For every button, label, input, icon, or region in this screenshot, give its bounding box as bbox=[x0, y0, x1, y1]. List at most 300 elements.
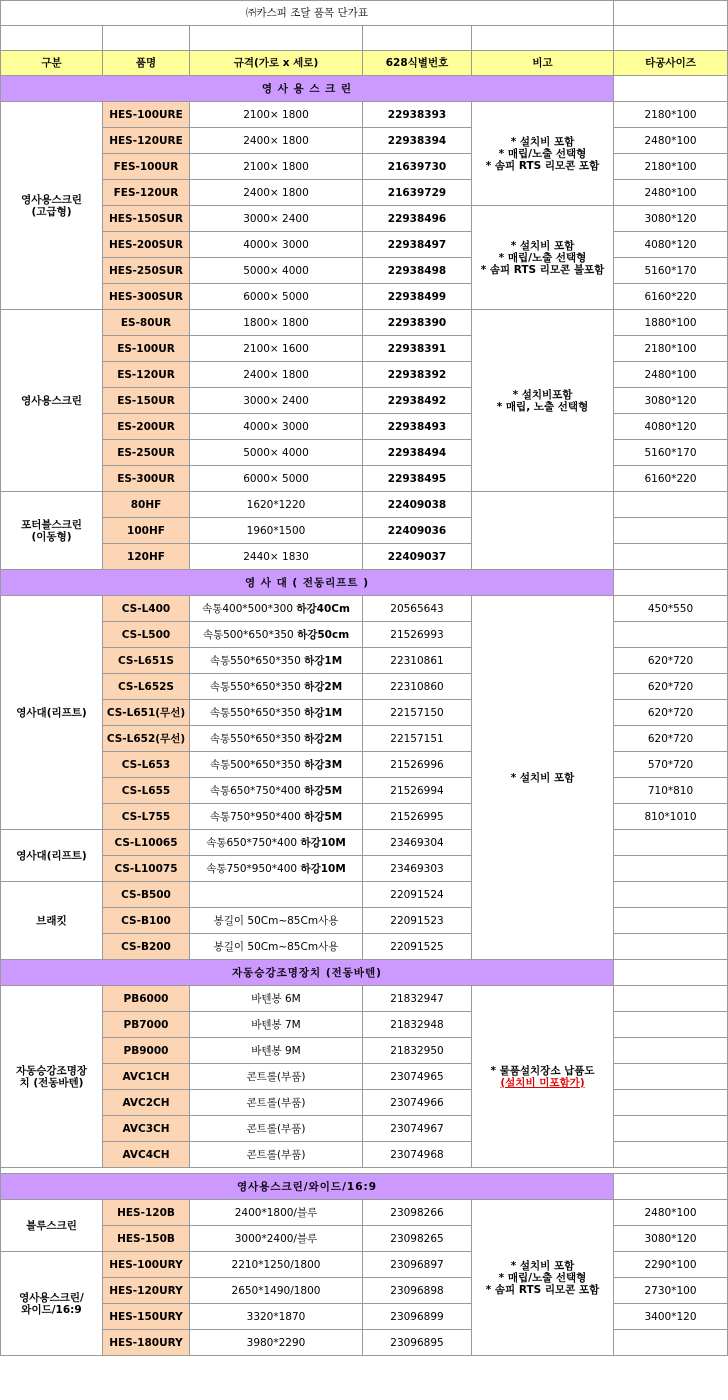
table-row bbox=[1, 518, 728, 544]
section-title: 자동승강조명장치 (전동바텐) bbox=[1, 960, 614, 986]
hole-size: 4080*120 bbox=[614, 414, 728, 440]
category-cell: 브래킷 bbox=[1, 882, 103, 960]
identification-code: 22409037 bbox=[363, 544, 472, 570]
table-row bbox=[1, 258, 728, 284]
identification-code: 22938498 bbox=[363, 258, 472, 284]
spec-cell bbox=[190, 1330, 363, 1356]
hole-size: 620*720 bbox=[614, 648, 728, 674]
product-name: PB7000 bbox=[103, 1012, 190, 1038]
product-name: HES-300SUR bbox=[103, 284, 190, 310]
table-row bbox=[1, 856, 728, 882]
hole-size: 810*1010 bbox=[614, 804, 728, 830]
spec-size: 5000× 4000 bbox=[243, 446, 309, 459]
spec-cell bbox=[190, 1252, 363, 1278]
hole-size bbox=[614, 1142, 728, 1168]
spec-cell bbox=[190, 986, 363, 1012]
identification-code: 22938495 bbox=[363, 466, 472, 492]
spec-size: 속통500*650*350 bbox=[202, 628, 294, 641]
identification-code: 23098265 bbox=[363, 1226, 472, 1252]
spec-size: 바텐봉 9M bbox=[251, 1044, 301, 1057]
identification-code: 22091523 bbox=[363, 908, 472, 934]
identification-code: 22938493 bbox=[363, 414, 472, 440]
hole-size: 620*720 bbox=[614, 726, 728, 752]
identification-code: 23074967 bbox=[363, 1116, 472, 1142]
hole-size: 2480*100 bbox=[614, 1200, 728, 1226]
identification-code: 21526996 bbox=[363, 752, 472, 778]
spec-cell bbox=[190, 726, 363, 752]
spec-size: 1800× 1800 bbox=[243, 316, 309, 329]
spec-size: 속통750*950*400 bbox=[209, 810, 301, 823]
spec-cell bbox=[190, 1304, 363, 1330]
category-cell: 영사용스크린 bbox=[1, 310, 103, 492]
spec-size: 6000× 5000 bbox=[243, 472, 309, 485]
spec-cell bbox=[190, 336, 363, 362]
product-name: ES-250UR bbox=[103, 440, 190, 466]
spec-cell bbox=[190, 128, 363, 154]
spec-cell bbox=[190, 1200, 363, 1226]
identification-code: 22938492 bbox=[363, 388, 472, 414]
header-code: 628식별번호 bbox=[363, 51, 472, 76]
spec-cell bbox=[190, 1116, 363, 1142]
table-row bbox=[1, 674, 728, 700]
spec-cell bbox=[190, 206, 363, 232]
spec-cell bbox=[190, 700, 363, 726]
identification-code: 21639730 bbox=[363, 154, 472, 180]
hole-size: 620*720 bbox=[614, 674, 728, 700]
product-name: CS-L500 bbox=[103, 622, 190, 648]
note-cell: * 설치비 포함 bbox=[472, 596, 614, 960]
identification-code: 23074966 bbox=[363, 1090, 472, 1116]
product-name: FES-100UR bbox=[103, 154, 190, 180]
spec-drop: 하강2M bbox=[304, 732, 343, 745]
spec-size: 봉길이 50Cm~85Cm사용 bbox=[213, 940, 339, 953]
table-row bbox=[1, 882, 728, 908]
table-row bbox=[1, 310, 728, 336]
hole-size: 2180*100 bbox=[614, 102, 728, 128]
spec-cell bbox=[190, 232, 363, 258]
spec-cell bbox=[190, 284, 363, 310]
header-note: 비고 bbox=[472, 51, 614, 76]
spec-size: 속통550*650*350 bbox=[209, 654, 301, 667]
spec-cell bbox=[190, 674, 363, 700]
spec-size: 4000× 3000 bbox=[243, 238, 309, 251]
spec-drop: 하강40Cm bbox=[296, 602, 350, 615]
product-name: AVC3CH bbox=[103, 1116, 190, 1142]
table-row bbox=[1, 622, 728, 648]
table-row bbox=[1, 986, 728, 1012]
hole-size: 4080*120 bbox=[614, 232, 728, 258]
identification-code: 22091525 bbox=[363, 934, 472, 960]
product-name: CS-B200 bbox=[103, 934, 190, 960]
table-row bbox=[1, 1252, 728, 1278]
header-product: 품명 bbox=[103, 51, 190, 76]
table-row bbox=[1, 336, 728, 362]
spec-size: 속통550*650*350 bbox=[209, 732, 301, 745]
table-row bbox=[1, 440, 728, 466]
hole-size: 2480*100 bbox=[614, 362, 728, 388]
spec-drop: 하강1M bbox=[304, 706, 343, 719]
spec-drop: 하강10M bbox=[300, 836, 346, 849]
product-name: ES-300UR bbox=[103, 466, 190, 492]
hole-size: 2480*100 bbox=[614, 180, 728, 206]
product-name: HES-150B bbox=[103, 1226, 190, 1252]
spec-cell bbox=[190, 518, 363, 544]
table-row bbox=[1, 908, 728, 934]
spec-size: 6000× 5000 bbox=[243, 290, 309, 303]
hole-size bbox=[614, 830, 728, 856]
table-row bbox=[1, 1038, 728, 1064]
spec-cell bbox=[190, 934, 363, 960]
product-name: ES-100UR bbox=[103, 336, 190, 362]
hole-size bbox=[614, 518, 728, 544]
product-name: CS-B100 bbox=[103, 908, 190, 934]
hole-size bbox=[614, 1038, 728, 1064]
product-name: HES-150SUR bbox=[103, 206, 190, 232]
spec-cell bbox=[190, 388, 363, 414]
product-name: CS-L400 bbox=[103, 596, 190, 622]
hole-size: 6160*220 bbox=[614, 284, 728, 310]
spec-cell bbox=[190, 778, 363, 804]
table-row bbox=[1, 1116, 728, 1142]
hole-size: 2180*100 bbox=[614, 336, 728, 362]
identification-code: 23096895 bbox=[363, 1330, 472, 1356]
spec-drop: 하강10M bbox=[300, 862, 346, 875]
note-cell bbox=[472, 492, 614, 570]
spec-size: 속통400*500*300 bbox=[202, 602, 294, 615]
product-name: 100HF bbox=[103, 518, 190, 544]
hole-size bbox=[614, 1330, 728, 1356]
table-row bbox=[1, 1142, 728, 1168]
spec-size: 2100× 1800 bbox=[243, 160, 309, 173]
identification-code: 23469303 bbox=[363, 856, 472, 882]
spec-drop: 하강2M bbox=[304, 680, 343, 693]
spec-size: 속통650*750*400 bbox=[206, 836, 298, 849]
hole-size bbox=[614, 1090, 728, 1116]
product-name: CS-L652(무선) bbox=[103, 726, 190, 752]
identification-code: 22938394 bbox=[363, 128, 472, 154]
identification-code: 23096897 bbox=[363, 1252, 472, 1278]
identification-code: 21832947 bbox=[363, 986, 472, 1012]
hole-size: 5160*170 bbox=[614, 440, 728, 466]
product-name: PB9000 bbox=[103, 1038, 190, 1064]
section-title: 영 사 대 ( 전동리프트 ) bbox=[1, 570, 614, 596]
spec-cell bbox=[190, 544, 363, 570]
category-cell: 영사용스크린/ 와이드/16:9 bbox=[1, 1252, 103, 1356]
identification-code: 22310860 bbox=[363, 674, 472, 700]
identification-code: 21639729 bbox=[363, 180, 472, 206]
spec-cell bbox=[190, 310, 363, 336]
table-row bbox=[1, 1330, 728, 1356]
product-name: 80HF bbox=[103, 492, 190, 518]
spec-size: 2100× 1600 bbox=[243, 342, 309, 355]
product-name: CS-L655 bbox=[103, 778, 190, 804]
table-row bbox=[1, 362, 728, 388]
hole-size: 3080*120 bbox=[614, 388, 728, 414]
product-name: HES-180URY bbox=[103, 1330, 190, 1356]
spec-drop: 하강5M bbox=[304, 810, 343, 823]
spec-cell bbox=[190, 1012, 363, 1038]
table-row bbox=[1, 752, 728, 778]
identification-code: 23096898 bbox=[363, 1278, 472, 1304]
note-cell: * 설치비 포함 * 매립/노출 선택형 * 솜피 RTS 리모콘 포함 bbox=[472, 1200, 614, 1356]
spec-size: 1960*1500 bbox=[246, 524, 306, 537]
spec-size: 2440× 1830 bbox=[243, 550, 309, 563]
table-row bbox=[1, 128, 728, 154]
table-row bbox=[1, 544, 728, 570]
spec-size: 속통650*750*400 bbox=[209, 784, 301, 797]
hole-size bbox=[614, 1012, 728, 1038]
identification-code: 22091524 bbox=[363, 882, 472, 908]
note-install-excluded: (설치비 미포함가) bbox=[500, 1076, 585, 1089]
spec-size: 4000× 3000 bbox=[243, 420, 309, 433]
product-name: HES-200SUR bbox=[103, 232, 190, 258]
hole-size: 710*810 bbox=[614, 778, 728, 804]
product-name: AVC4CH bbox=[103, 1142, 190, 1168]
identification-code: 22938390 bbox=[363, 310, 472, 336]
table-row bbox=[1, 726, 728, 752]
table-row bbox=[1, 492, 728, 518]
table-row bbox=[1, 830, 728, 856]
hole-size bbox=[614, 856, 728, 882]
product-name: HES-250SUR bbox=[103, 258, 190, 284]
spec-cell bbox=[190, 362, 363, 388]
hole-size bbox=[614, 1064, 728, 1090]
hole-size bbox=[614, 492, 728, 518]
identification-code: 22938496 bbox=[363, 206, 472, 232]
product-name: PB6000 bbox=[103, 986, 190, 1012]
note-cell: * 설치비포함 * 매립, 노출 선택형 bbox=[472, 310, 614, 492]
section-row bbox=[1, 76, 728, 102]
identification-code: 22938393 bbox=[363, 102, 472, 128]
spec-cell bbox=[190, 466, 363, 492]
identification-code: 22938392 bbox=[363, 362, 472, 388]
section-title: 영사용스크린/와이드/16:9 bbox=[1, 1174, 614, 1200]
spec-drop: 하강1M bbox=[304, 654, 343, 667]
spec-size: 속통550*650*350 bbox=[209, 706, 301, 719]
table-row bbox=[1, 206, 728, 232]
product-name: ES-120UR bbox=[103, 362, 190, 388]
hole-size: 6160*220 bbox=[614, 466, 728, 492]
identification-code: 22409036 bbox=[363, 518, 472, 544]
identification-code: 22310861 bbox=[363, 648, 472, 674]
page-title: ㈜카스피 조달 품목 단가표 bbox=[1, 1, 614, 26]
spec-size: 2400× 1800 bbox=[243, 186, 309, 199]
identification-code: 22157150 bbox=[363, 700, 472, 726]
spec-size: 콘트롤(부품) bbox=[246, 1122, 306, 1135]
spec-cell bbox=[190, 154, 363, 180]
table-row bbox=[1, 1090, 728, 1116]
header-category: 구분 bbox=[1, 51, 103, 76]
spec-size: 바텐봉 7M bbox=[251, 1018, 301, 1031]
spec-size: 5000× 4000 bbox=[243, 264, 309, 277]
product-name: CS-L652S bbox=[103, 674, 190, 700]
identification-code: 22157151 bbox=[363, 726, 472, 752]
spec-size: 2100× 1800 bbox=[243, 108, 309, 121]
product-name: HES-150URY bbox=[103, 1304, 190, 1330]
spec-cell bbox=[190, 1142, 363, 1168]
table-row bbox=[1, 388, 728, 414]
category-cell: 블루스크린 bbox=[1, 1200, 103, 1252]
spec-size: 3000× 2400 bbox=[243, 212, 309, 225]
spec-cell bbox=[190, 622, 363, 648]
note-delivery: * 물품설치장소 납품도 bbox=[490, 1064, 595, 1077]
spec-cell bbox=[190, 1278, 363, 1304]
product-name: HES-120URE bbox=[103, 128, 190, 154]
spec-size: 속통750*950*400 bbox=[206, 862, 298, 875]
note-cell bbox=[472, 986, 614, 1168]
table-row bbox=[1, 648, 728, 674]
product-name: AVC1CH bbox=[103, 1064, 190, 1090]
product-name: 120HF bbox=[103, 544, 190, 570]
product-name: CS-L653 bbox=[103, 752, 190, 778]
product-name: CS-L10065 bbox=[103, 830, 190, 856]
product-name: CS-L755 bbox=[103, 804, 190, 830]
spec-cell bbox=[190, 102, 363, 128]
spec-size: 콘트롤(부품) bbox=[246, 1070, 306, 1083]
hole-size bbox=[614, 934, 728, 960]
product-name: ES-80UR bbox=[103, 310, 190, 336]
table-row bbox=[1, 414, 728, 440]
hole-size: 5160*170 bbox=[614, 258, 728, 284]
note-cell: * 설치비 포함 * 매립/노출 선택형 * 솜피 RTS 리모콘 포함 bbox=[472, 102, 614, 206]
identification-code: 22409038 bbox=[363, 492, 472, 518]
hole-size: 3080*120 bbox=[614, 1226, 728, 1252]
spec-cell bbox=[190, 1090, 363, 1116]
table-row bbox=[1, 1226, 728, 1252]
identification-code: 21832948 bbox=[363, 1012, 472, 1038]
table-row bbox=[1, 466, 728, 492]
spec-cell bbox=[190, 752, 363, 778]
spec-size: 속통500*650*350 bbox=[209, 758, 301, 771]
table-row bbox=[1, 1304, 728, 1330]
hole-size bbox=[614, 544, 728, 570]
table-row bbox=[1, 778, 728, 804]
hole-size: 3400*120 bbox=[614, 1304, 728, 1330]
identification-code: 22938497 bbox=[363, 232, 472, 258]
identification-code: 20565643 bbox=[363, 596, 472, 622]
identification-code: 23074968 bbox=[363, 1142, 472, 1168]
hole-size: 2180*100 bbox=[614, 154, 728, 180]
identification-code: 21832950 bbox=[363, 1038, 472, 1064]
hole-size: 450*550 bbox=[614, 596, 728, 622]
hole-size: 2290*100 bbox=[614, 1252, 728, 1278]
table-row bbox=[1, 1064, 728, 1090]
spec-size: 3320*1870 bbox=[246, 1310, 306, 1323]
identification-code: 23074965 bbox=[363, 1064, 472, 1090]
spec-size: 2400× 1800 bbox=[243, 368, 309, 381]
spec-cell bbox=[190, 830, 363, 856]
note-cell: * 설치비 포함 * 매립/노출 선택형 * 솜피 RTS 리모콘 불포함 bbox=[472, 206, 614, 310]
table-row bbox=[1, 596, 728, 622]
header-spec: 규격(가로 x 세로) bbox=[190, 51, 363, 76]
product-name: HES-120URY bbox=[103, 1278, 190, 1304]
product-name: CS-L651S bbox=[103, 648, 190, 674]
spec-cell bbox=[190, 258, 363, 284]
identification-code: 21526995 bbox=[363, 804, 472, 830]
hole-size bbox=[614, 622, 728, 648]
product-name: HES-100URE bbox=[103, 102, 190, 128]
hole-size bbox=[614, 882, 728, 908]
spec-cell bbox=[190, 908, 363, 934]
spec-cell bbox=[190, 1226, 363, 1252]
spec-size: 콘트롤(부품) bbox=[246, 1096, 306, 1109]
product-name: ES-150UR bbox=[103, 388, 190, 414]
spec-cell bbox=[190, 882, 363, 908]
identification-code: 23469304 bbox=[363, 830, 472, 856]
spec-cell bbox=[190, 180, 363, 206]
spec-cell bbox=[190, 648, 363, 674]
spec-size: 봉길이 50Cm~85Cm사용 bbox=[213, 914, 339, 927]
product-name: AVC2CH bbox=[103, 1090, 190, 1116]
hole-size bbox=[614, 908, 728, 934]
section-row bbox=[1, 570, 728, 596]
category-cell: 자동승강조명장 치 (전동바텐) bbox=[1, 986, 103, 1168]
hole-size: 570*720 bbox=[614, 752, 728, 778]
product-name: FES-120UR bbox=[103, 180, 190, 206]
spec-cell bbox=[190, 492, 363, 518]
spec-size: 속통550*650*350 bbox=[209, 680, 301, 693]
identification-code: 23096899 bbox=[363, 1304, 472, 1330]
identification-code: 21526993 bbox=[363, 622, 472, 648]
section-row bbox=[1, 960, 728, 986]
product-name: HES-100URY bbox=[103, 1252, 190, 1278]
spec-cell bbox=[190, 414, 363, 440]
product-name: CS-L10075 bbox=[103, 856, 190, 882]
spec-cell bbox=[190, 804, 363, 830]
section-row bbox=[1, 1174, 728, 1200]
spec-size: 2210*1250/1800 bbox=[231, 1258, 321, 1271]
category-cell: 포터블스크린 (이동형) bbox=[1, 492, 103, 570]
header-hole: 타공사이즈 bbox=[614, 51, 728, 76]
hole-size: 2480*100 bbox=[614, 128, 728, 154]
table-row bbox=[1, 1278, 728, 1304]
spec-drop: 하강50cm bbox=[297, 628, 350, 641]
table-row bbox=[1, 102, 728, 128]
spec-size: 2400*1800/블루 bbox=[234, 1206, 318, 1219]
table-row bbox=[1, 232, 728, 258]
identification-code: 22938391 bbox=[363, 336, 472, 362]
spec-size: 2650*1490/1800 bbox=[231, 1284, 321, 1297]
spec-size: 3000× 2400 bbox=[243, 394, 309, 407]
spec-cell bbox=[190, 856, 363, 882]
table-row bbox=[1, 1200, 728, 1226]
product-name: CS-B500 bbox=[103, 882, 190, 908]
table-row bbox=[1, 154, 728, 180]
identification-code: 23098266 bbox=[363, 1200, 472, 1226]
table-row bbox=[1, 180, 728, 206]
spec-drop: 하강5M bbox=[304, 784, 343, 797]
spec-size: 3000*2400/블루 bbox=[234, 1232, 318, 1245]
hole-size: 2730*100 bbox=[614, 1278, 728, 1304]
category-cell: 영사대(리프트) bbox=[1, 596, 103, 830]
spec-size: 콘트롤(부품) bbox=[246, 1148, 306, 1161]
table-row bbox=[1, 934, 728, 960]
product-name: CS-L651(무선) bbox=[103, 700, 190, 726]
spec-cell bbox=[190, 1064, 363, 1090]
spec-size: 바텐봉 6M bbox=[251, 992, 301, 1005]
hole-size bbox=[614, 986, 728, 1012]
identification-code: 22938494 bbox=[363, 440, 472, 466]
table-row bbox=[1, 284, 728, 310]
hole-size: 3080*120 bbox=[614, 206, 728, 232]
product-name: HES-120B bbox=[103, 1200, 190, 1226]
spec-drop: 하강3M bbox=[304, 758, 343, 771]
identification-code: 22938499 bbox=[363, 284, 472, 310]
hole-size: 620*720 bbox=[614, 700, 728, 726]
section-title: 영 사 용 스 크 린 bbox=[1, 76, 614, 102]
category-cell: 영사용스크린 (고급형) bbox=[1, 102, 103, 310]
hole-size: 1880*100 bbox=[614, 310, 728, 336]
